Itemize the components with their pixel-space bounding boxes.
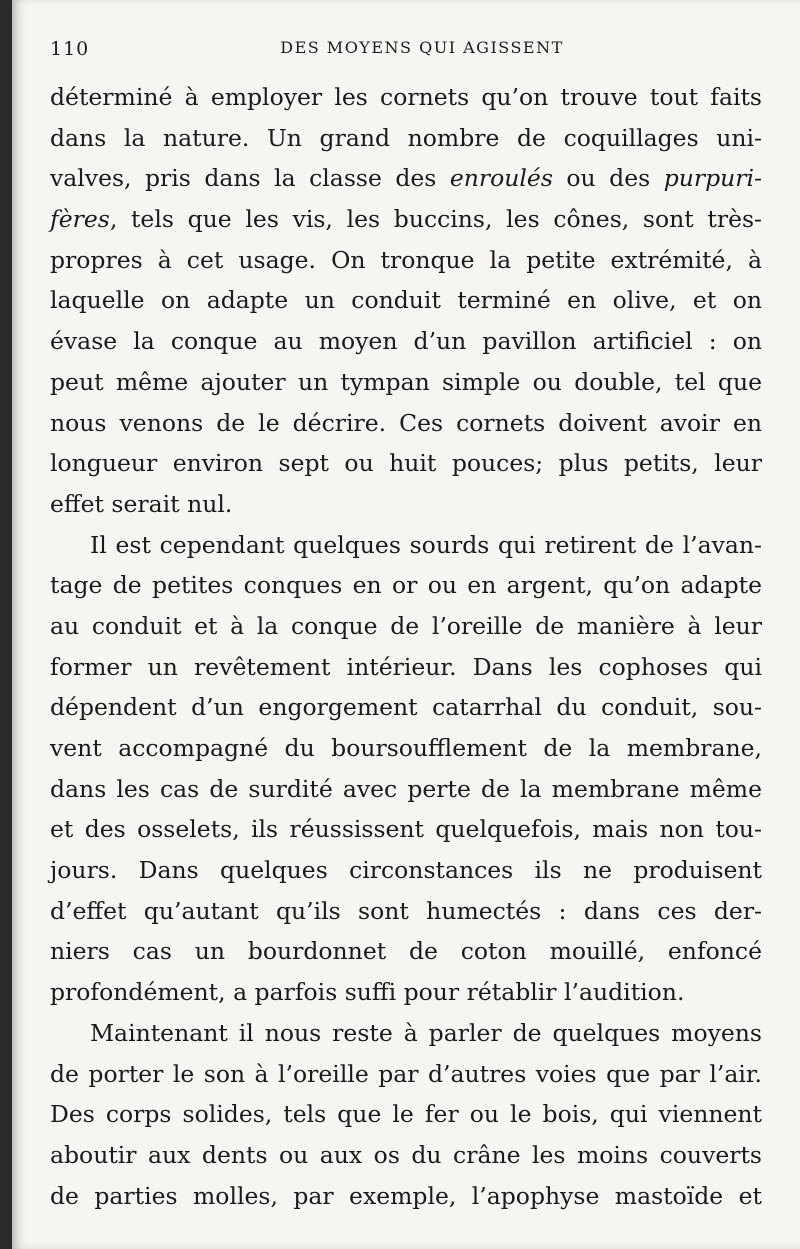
text-line: tage de petites conques en or ou en argent, qu’on adapte	[50, 571, 762, 600]
text-line: aboutir aux dents ou aux os du crâne les moins couverts	[50, 1140, 762, 1169]
running-title: DES MOYENS QUI AGISSENT	[280, 38, 564, 57]
text-line: de porter le son à l’oreille par d’autres voies que par l’air.	[50, 1059, 762, 1088]
text-line: vent accompagné du boursoufflement de la membrane,	[50, 734, 762, 762]
italic-term: purpuri-	[663, 164, 762, 193]
text-line: propres à cet usage. On tronque la petite extrémité, à	[50, 245, 762, 274]
text-line: Maintenant il nous reste à parler de quelques moyens	[90, 1018, 762, 1047]
text-line: dans la nature. Un grand nombre de coquillages uni-	[50, 123, 762, 152]
text-line: former un revêtement intérieur. Dans les cophoses qui	[50, 652, 762, 681]
text-line: de parties molles, par exemple, l’apophyse mastoïde et	[50, 1181, 762, 1210]
text-line: au conduit et à la conque de l’oreille de manière à leur	[50, 611, 762, 640]
text-line: déterminé à employer les cornets qu’on trouve tout faits	[50, 83, 762, 111]
text-line: évase la conque au moyen d’un pavillon artificiel : on	[50, 327, 762, 356]
text-line: Il est cependant quelques sourds qui retirent de l’avan-	[90, 530, 762, 559]
text-line: valves, pris dans la classe des enroulés ou des purpuri-	[50, 164, 762, 193]
text-line: profondément, a parfois suffi pour rétablir l’audition.	[50, 978, 685, 1007]
text-line: et des osselets, ils réussissent quelquefois, mais non tou-	[50, 815, 762, 844]
text-line: Des corps solides, tels que le fer ou le bois, qui viennent	[50, 1100, 762, 1129]
text-line: jours. Dans quelques circonstances ils ne produisent	[50, 856, 762, 885]
running-head	[50, 38, 754, 64]
italic-term: fères	[50, 205, 110, 234]
book-page	[12, 0, 800, 1249]
text-line: dans les cas de surdité avec perte de la membrane même	[50, 774, 762, 803]
text-line: effet serait nul.	[50, 489, 233, 518]
page-number: 110	[50, 38, 90, 60]
text-line: longueur environ sept ou huit pouces; plus petits, leur	[50, 449, 762, 478]
text-line: fères, tels que les vis, les buccins, les cônes, sont très-	[50, 205, 762, 234]
text-line: laquelle on adapte un conduit terminé en olive, et on	[50, 286, 762, 315]
text-line: niers cas un bourdonnet de coton mouillé, enfoncé	[50, 937, 762, 966]
italic-term: enroulés	[449, 164, 553, 193]
text-line: nous venons de le décrire. Ces cornets doivent avoir en	[50, 408, 762, 437]
body-text	[50, 77, 762, 1216]
text-line: d’effet qu’autant qu’ils sont humectés : dans ces der-	[50, 896, 762, 925]
text-line: peut même ajouter un tympan simple ou double, tel que	[50, 367, 762, 396]
text-line: dépendent d’un engorgement catarrhal du conduit, sou-	[50, 693, 762, 722]
